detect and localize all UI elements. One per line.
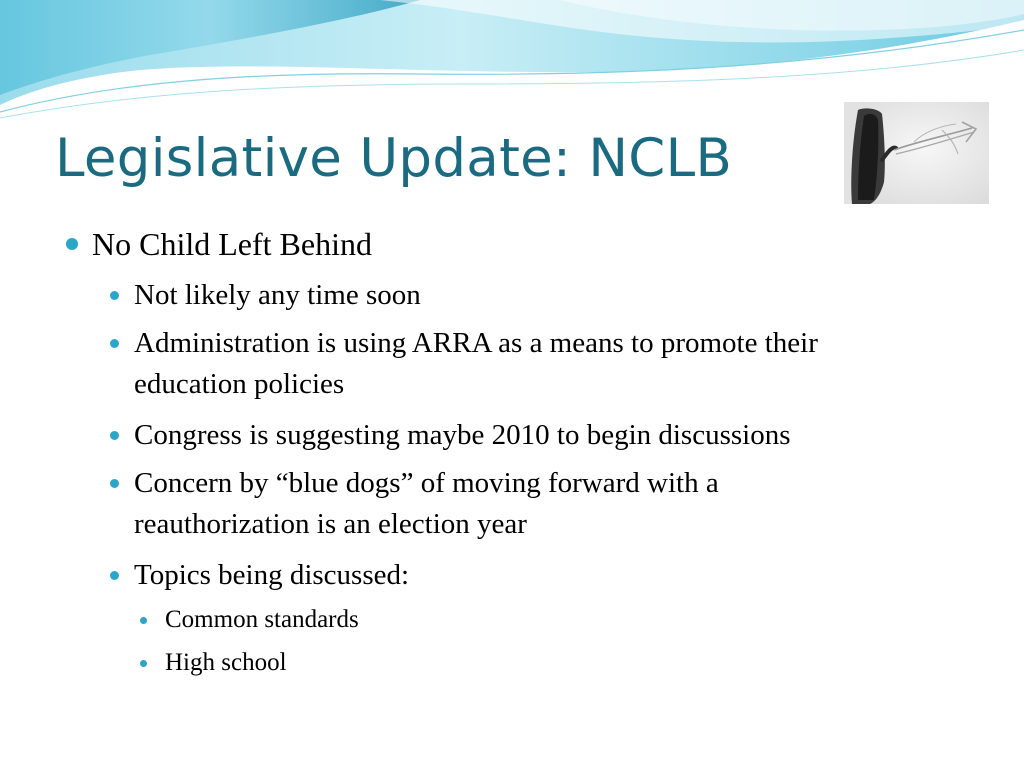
slide-title: Legislative Update: NCLB bbox=[55, 128, 733, 189]
bullet-item: No Child Left Behind bbox=[92, 226, 372, 262]
bullet-dot-icon bbox=[110, 431, 119, 440]
bullet-dot-icon bbox=[110, 571, 119, 580]
sub-bullet-item: Topics being discussed: bbox=[134, 559, 410, 591]
sub-sub-bullet-item: High school bbox=[165, 649, 287, 676]
sub-bullet-item: Concern by “blue dogs” of moving forward with a reauthorization is an election year bbox=[134, 467, 719, 540]
bullet-dot-icon bbox=[66, 238, 78, 250]
bullet-dot-icon bbox=[140, 617, 147, 624]
sub-bullet-item: Congress is suggesting maybe 2010 to begin discussions bbox=[134, 419, 791, 451]
sub-bullet-item: Not likely any time soon bbox=[134, 279, 421, 311]
sub-bullet-item: Administration is using ARRA as a means to promote their education policies bbox=[134, 327, 818, 400]
sub-sub-bullet-item: Common standards bbox=[165, 606, 359, 633]
bullet-dot-icon bbox=[110, 479, 119, 488]
bullet-dot-icon bbox=[110, 291, 119, 300]
bullet-dot-icon bbox=[140, 660, 147, 667]
bullet-dot-icon bbox=[110, 339, 119, 348]
